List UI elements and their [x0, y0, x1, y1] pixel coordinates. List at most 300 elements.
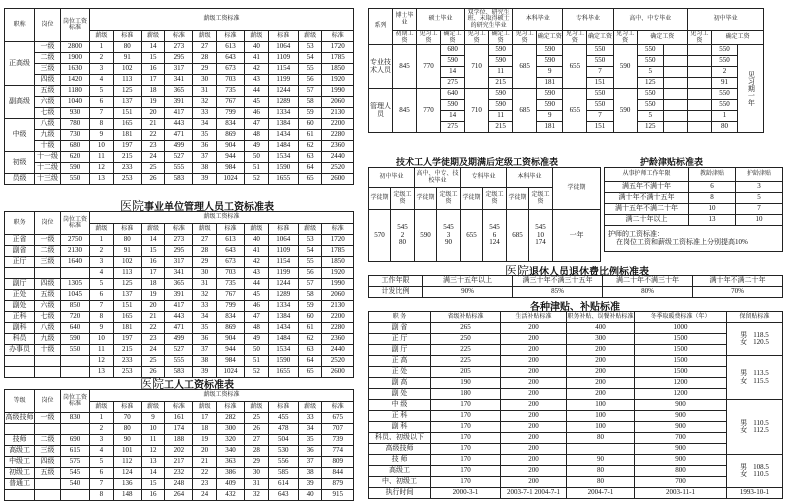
table-cell: 930 — [60, 108, 89, 119]
fixed-d: 545 10 174 — [529, 210, 553, 262]
retain-value: 110.5 — [753, 418, 769, 427]
table-cell: 42 — [245, 64, 269, 75]
table-cell: 200 — [501, 455, 567, 466]
sub-fixed: 确定工资 — [711, 31, 763, 45]
table-row — [5, 130, 354, 141]
table-cell: 副处 — [5, 301, 35, 312]
table-cell: 十三级 — [35, 174, 61, 185]
table-cell: 一级 — [35, 413, 61, 424]
table-cell: 9 — [141, 413, 165, 424]
table-cell: 137 — [113, 97, 141, 108]
table-cell: 1305 — [60, 279, 89, 290]
table-row — [5, 163, 354, 174]
table-cell: 700 — [635, 477, 727, 488]
high-fixed-2 — [663, 67, 687, 78]
table-cell: 1920 — [322, 268, 354, 279]
table-cell: 二级 — [35, 246, 61, 257]
table-cell: 15 — [141, 53, 165, 64]
table-cell: 530 — [268, 446, 298, 457]
table-cell — [35, 424, 61, 435]
table-cell: 125 — [113, 86, 141, 97]
table-cell: 527 — [165, 345, 193, 356]
header-std: 标准 — [113, 31, 141, 42]
bachelor-fixed: 590 — [537, 56, 563, 67]
exec-date: 1993-10-1 — [727, 488, 783, 499]
table-cell: 45 — [245, 290, 269, 301]
table-cell: 40 — [245, 42, 269, 53]
table-cell: 五级 — [35, 468, 61, 479]
table-cell: 员级 — [5, 174, 35, 185]
tech-salary-table — [4, 8, 354, 185]
retain-gender: 女 — [740, 426, 748, 434]
table-cell: 363 — [217, 457, 245, 468]
title-rest: 工人工资标准表 — [164, 380, 235, 391]
sub-fixed: 定级工资 — [483, 188, 507, 210]
junior-fixed: 550 — [587, 56, 613, 67]
table-cell: 44 — [245, 86, 269, 97]
middle-fixed: 80 — [711, 122, 737, 133]
table-cell: 200 — [501, 356, 567, 367]
table-cell: 4 — [90, 268, 114, 279]
table-cell: 2130 — [322, 301, 354, 312]
table-cell: 九级 — [35, 130, 61, 141]
table-cell: 300 — [217, 424, 245, 435]
table-cell: 19 — [141, 97, 165, 108]
table-cell — [60, 490, 89, 501]
header-salary-scale: 薪级工资标准 — [90, 212, 354, 224]
table-row — [605, 193, 783, 204]
table-cell: 63 — [298, 152, 322, 163]
header-grade: 岗位 — [35, 390, 61, 413]
junior-probation: 655 — [563, 89, 587, 133]
table-cell: 170 — [431, 433, 501, 444]
header-level: 薪级 — [245, 224, 269, 235]
table-row — [5, 75, 354, 86]
middle-fixed: 550 — [711, 56, 737, 67]
table-cell: 14 — [141, 42, 165, 53]
high-fixed-2 — [663, 100, 687, 111]
table-cell: 八级 — [35, 119, 61, 130]
table-cell: 49 — [245, 141, 269, 152]
table-row — [5, 424, 354, 435]
master-fixed: 590 — [441, 56, 465, 67]
table-cell: 1420 — [60, 75, 89, 86]
table-cell: 80 — [113, 424, 141, 435]
table-cell: 767 — [217, 290, 245, 301]
table-cell: 151 — [113, 108, 141, 119]
high-fixed-2 — [663, 78, 687, 89]
header-level: 薪级 — [193, 224, 217, 235]
title-prefix: 医院 — [505, 264, 530, 278]
table-cell: 200 — [501, 345, 567, 356]
table-cell: 6 — [689, 182, 736, 193]
hdr-heating: 冬季取暖费标准（年） — [635, 312, 727, 323]
high-fixed-2 — [663, 122, 687, 133]
table-cell: 60 — [298, 312, 322, 323]
sub-probation: 见习工资 — [417, 31, 441, 45]
table-cell: 副 厅 — [369, 345, 431, 356]
table-cell: 200 — [501, 411, 567, 422]
middle-fixed: 2 — [711, 67, 737, 78]
table-cell: 1289 — [268, 97, 298, 108]
header-level: 薪级 — [90, 224, 114, 235]
table-cell: 35 — [298, 435, 322, 446]
sub-fixed: 定级工资 — [437, 188, 461, 210]
table-cell: 200 — [501, 466, 567, 477]
table-cell: 五级 — [35, 86, 61, 97]
table-cell: 799 — [217, 301, 245, 312]
table-cell: 23 — [193, 479, 217, 490]
table-cell: 2 — [90, 246, 114, 257]
table-cell: 26 — [141, 174, 165, 185]
header-level: 薪级 — [141, 402, 165, 413]
high-fixed: 5 — [637, 67, 663, 78]
retain-value: 118.5 — [753, 330, 769, 339]
header-dual: 双学位、研究生班、未取得硕士的研究生毕业 — [465, 9, 513, 31]
table-row — [369, 356, 783, 367]
table-cell: 32 — [245, 490, 269, 501]
table-cell: 1180 — [60, 86, 89, 97]
table-cell: 正厅 — [5, 257, 35, 268]
table-cell: 148 — [113, 490, 141, 501]
header-std: 标准 — [217, 224, 245, 235]
table-cell: 7 — [90, 108, 114, 119]
table-cell: 1384 — [268, 119, 298, 130]
table-row — [369, 400, 783, 411]
table-cell: 200 — [501, 334, 567, 345]
header-std: 标准 — [113, 224, 141, 235]
header-post-pay: 岗位工资标准 — [60, 9, 89, 42]
table-cell: 834 — [217, 119, 245, 130]
master-probation: 770 — [417, 45, 441, 89]
table-cell: 十一级 — [35, 152, 61, 163]
table-cell: 1630 — [60, 64, 89, 75]
retain-value: 108.5 — [753, 462, 769, 471]
table-cell: 590 — [60, 163, 89, 174]
table-row — [5, 268, 354, 279]
table-cell: 18 — [193, 424, 217, 435]
table-cell: 6 — [90, 468, 114, 479]
header-middle: 初中毕业 — [687, 9, 763, 31]
sub-probation: 见习工资 — [513, 31, 537, 45]
table-cell: 640 — [60, 323, 89, 334]
sub-fixed: 确定工资 — [537, 31, 563, 45]
junior-probation: 655 — [563, 45, 587, 89]
table-cell: 17 — [193, 413, 217, 424]
table-row — [605, 182, 783, 193]
series-label: 管理人员 — [369, 89, 393, 133]
table-cell: 181 — [113, 130, 141, 141]
retire-col: 满三十五年以上 — [423, 276, 513, 287]
table-cell: 41 — [245, 246, 269, 257]
table-cell: 正 高 — [369, 356, 431, 367]
table-cell: 10 — [689, 204, 736, 215]
table-row — [369, 45, 782, 56]
table-cell: 341 — [165, 268, 193, 279]
table-cell: 37 — [193, 152, 217, 163]
header-level: 薪级 — [141, 224, 165, 235]
table-cell: 49 — [245, 334, 269, 345]
table-cell: 11 — [90, 345, 114, 356]
table-cell: 900 — [635, 455, 727, 466]
table-cell: 170 — [431, 477, 501, 488]
header-level: 薪级 — [245, 402, 269, 413]
table-cell: 13 — [141, 457, 165, 468]
retire-col: 满二十年不满三十年 — [603, 276, 693, 287]
table-cell: 1289 — [268, 290, 298, 301]
retain-gender: 男 — [740, 462, 748, 471]
table-cell: 五级 — [35, 290, 61, 301]
hdr-retain: 保留贴标准 — [727, 312, 783, 323]
fixed-a: 545 2 80 — [391, 210, 415, 262]
high-fixed: 550 — [637, 100, 663, 111]
table-cell: 39 — [193, 367, 217, 378]
table-cell: 1720 — [322, 42, 354, 53]
table-cell: 102 — [113, 64, 141, 75]
title-prefix: 医院 — [120, 199, 145, 213]
table-cell: 16 — [141, 64, 165, 75]
table-cell: 90 — [567, 455, 635, 466]
sub-fixed: 确定工资 — [489, 31, 513, 45]
master-fixed: 275 — [441, 122, 465, 133]
header-std: 标准 — [165, 402, 193, 413]
table-cell: 2520 — [322, 356, 354, 367]
table-cell: 2130 — [322, 108, 354, 119]
header-level: 薪级 — [90, 402, 114, 413]
table-cell: 61 — [298, 323, 322, 334]
table-cell: 253 — [113, 174, 141, 185]
table-cell: 13 — [90, 367, 114, 378]
table-row — [369, 378, 783, 389]
table-cell: 253 — [113, 367, 141, 378]
bachelor-fixed: 9 — [537, 111, 563, 122]
retire-ratio: 80% — [603, 287, 693, 298]
term-d: 685 — [507, 210, 529, 262]
middle-fixed: 550 — [711, 100, 737, 111]
table-cell: 副 处 — [369, 389, 431, 400]
table-row — [5, 446, 354, 457]
table-cell: 6 — [90, 290, 114, 301]
retain-cell — [727, 400, 783, 455]
table-cell: 25 — [141, 356, 165, 367]
middle-probation — [687, 45, 711, 56]
retire-col: 满十年不满二十年 — [693, 276, 783, 287]
table-cell: 2360 — [322, 141, 354, 152]
table-cell: 31 — [245, 479, 269, 490]
table-cell: 35 — [193, 323, 217, 334]
bachelor-fixed: 590 — [537, 89, 563, 100]
table-cell: 24 — [193, 490, 217, 501]
table-cell: 1200 — [635, 389, 727, 400]
header-highschool: 高中、中专毕业 — [613, 9, 687, 31]
header-level: 薪级 — [298, 402, 322, 413]
header-std: 标准 — [165, 224, 193, 235]
table-cell — [35, 490, 61, 501]
table-cell: 63 — [298, 345, 322, 356]
junior-fixed: 7 — [587, 67, 613, 78]
table-cell: 9 — [90, 130, 114, 141]
table-cell: 1990 — [322, 279, 354, 290]
sub-fixed: 确定工资 — [587, 31, 613, 45]
table-cell: 12 — [90, 163, 114, 174]
table-cell: 264 — [165, 490, 193, 501]
table-cell: 80 — [567, 466, 635, 477]
table-cell: 正处 — [5, 290, 35, 301]
table-cell: 273 — [165, 235, 193, 246]
table-cell: 科员 — [5, 334, 35, 345]
table-cell: 41 — [245, 53, 269, 64]
table-cell: 20 — [193, 446, 217, 457]
exec-date: 2004-7-1 — [567, 488, 635, 499]
table-row — [5, 468, 354, 479]
table-cell: 副高级 — [5, 86, 35, 119]
header-junior: 专科毕业 — [563, 9, 613, 31]
header-salary-scale: 薪级工资标准 — [90, 390, 354, 402]
table-cell: 879 — [322, 479, 354, 490]
table-cell: 47 — [245, 119, 269, 130]
table-cell: 265 — [431, 323, 501, 334]
table-cell: 十级 — [35, 141, 61, 152]
table-cell: 643 — [217, 53, 245, 64]
table-cell: 984 — [217, 163, 245, 174]
table-cell: 136 — [113, 479, 141, 490]
table-cell: 20 — [141, 301, 165, 312]
table-cell: 办事员 — [5, 345, 35, 356]
table-cell: 28 — [193, 53, 217, 64]
table-row — [5, 457, 354, 468]
table-cell: 643 — [268, 490, 298, 501]
table-cell: 正高级 — [5, 42, 35, 86]
table-row — [369, 389, 783, 400]
table-cell: 200 — [501, 477, 567, 488]
table-cell — [5, 367, 35, 378]
table-row — [369, 422, 783, 433]
table-cell: 17 — [141, 75, 165, 86]
dual-fixed: 215 — [489, 78, 513, 89]
exec-label: 执行时间 — [369, 488, 431, 499]
table-cell: 8 — [90, 490, 114, 501]
table-cell: 2750 — [60, 235, 89, 246]
table-cell: 70 — [113, 413, 141, 424]
table-cell: 1500 — [635, 334, 727, 345]
table-cell: 101 — [113, 446, 141, 457]
table-cell: 471 — [165, 323, 193, 334]
table-cell: 317 — [165, 64, 193, 75]
hdr-province: 省级补贴标准 — [431, 312, 501, 323]
term-c: 655 — [461, 210, 483, 262]
table-cell: 3 — [736, 182, 783, 193]
bachelor-fixed: 9 — [537, 67, 563, 78]
high-fixed: 550 — [637, 89, 663, 100]
table-cell: 11 — [90, 152, 114, 163]
table-cell: 300 — [567, 334, 635, 345]
table-cell: 37 — [298, 457, 322, 468]
table-cell: 386 — [217, 468, 245, 479]
title-prefix: 医院 — [140, 377, 165, 391]
phd-pay: 845 — [393, 89, 417, 133]
header-grade: 岗位 — [35, 9, 61, 42]
table-cell: 30 — [245, 468, 269, 479]
table-cell: 中级工 — [5, 457, 35, 468]
high-fixed: 125 — [637, 122, 663, 133]
table-cell: 151 — [113, 301, 141, 312]
table-cell: 1434 — [268, 130, 298, 141]
table-cell: 8 — [689, 193, 736, 204]
table-cell: 23 — [141, 141, 165, 152]
table-cell: 21 — [141, 119, 165, 130]
table-cell: 32 — [193, 290, 217, 301]
table-cell — [35, 268, 61, 279]
table-cell: 1199 — [268, 75, 298, 86]
sub-fixed: 确定工资 — [441, 31, 465, 45]
table-cell: 1534 — [268, 152, 298, 163]
table-cell: 799 — [217, 108, 245, 119]
table-cell: 50 — [245, 152, 269, 163]
table-cell: 391 — [165, 97, 193, 108]
table-cell: 735 — [217, 86, 245, 97]
table-cell: 20 — [141, 108, 165, 119]
header-post-pay: 岗位工资标准 — [60, 212, 89, 235]
term-length: 一年 — [553, 210, 601, 262]
table-cell: 满二十年以上 — [605, 215, 689, 226]
table-cell: 8 — [90, 119, 114, 130]
hdr-term: 学徒期 — [553, 168, 601, 210]
table-cell: 100 — [567, 400, 635, 411]
title-rest: 事业单位管理人员工资标准表 — [144, 202, 275, 213]
table-cell: 一级 — [35, 42, 61, 53]
apprentice-table — [368, 167, 600, 262]
table-cell: 675 — [322, 413, 354, 424]
table-cell: 51 — [245, 163, 269, 174]
table-cell: 七级 — [35, 108, 61, 119]
table-cell: 47 — [245, 312, 269, 323]
sub-probation: 见习工资 — [613, 31, 637, 45]
table-cell: 40 — [298, 490, 322, 501]
table-cell: 5 — [90, 279, 114, 290]
table-cell: 56 — [298, 75, 322, 86]
table-row — [5, 53, 354, 64]
middle-fixed: 550 — [711, 45, 737, 56]
table-cell: 1334 — [268, 108, 298, 119]
table-cell: 1024 — [217, 367, 245, 378]
table-cell: 10 — [736, 215, 783, 226]
title-rest: 退休人员退休费比例标准表 — [529, 267, 650, 278]
table-cell: 504 — [268, 435, 298, 446]
table-cell: 科员、初级以下 — [369, 433, 431, 444]
table-row — [369, 455, 783, 466]
table-cell: 31 — [193, 279, 217, 290]
table-cell: 中、初级工 — [369, 477, 431, 488]
header-post: 职务 — [5, 212, 35, 235]
junior-fixed: 550 — [587, 89, 613, 100]
table-cell: 545 — [60, 468, 89, 479]
table-cell: 1109 — [268, 246, 298, 257]
table-cell: 一级 — [35, 235, 61, 246]
exec-date: 2003-7-1 2004-7-1 — [501, 488, 567, 499]
table-cell: 59 — [298, 108, 322, 119]
table-row — [5, 345, 354, 356]
middle-probation — [687, 89, 711, 100]
table-row — [5, 64, 354, 75]
table-cell: 33 — [298, 413, 322, 424]
table-cell: 1900 — [60, 53, 89, 64]
table-cell: 14 — [141, 235, 165, 246]
table-cell: 417 — [165, 108, 193, 119]
table-cell: 32 — [193, 97, 217, 108]
table-cell: 31 — [193, 86, 217, 97]
table-row — [605, 215, 783, 226]
table-cell: 28 — [193, 246, 217, 257]
